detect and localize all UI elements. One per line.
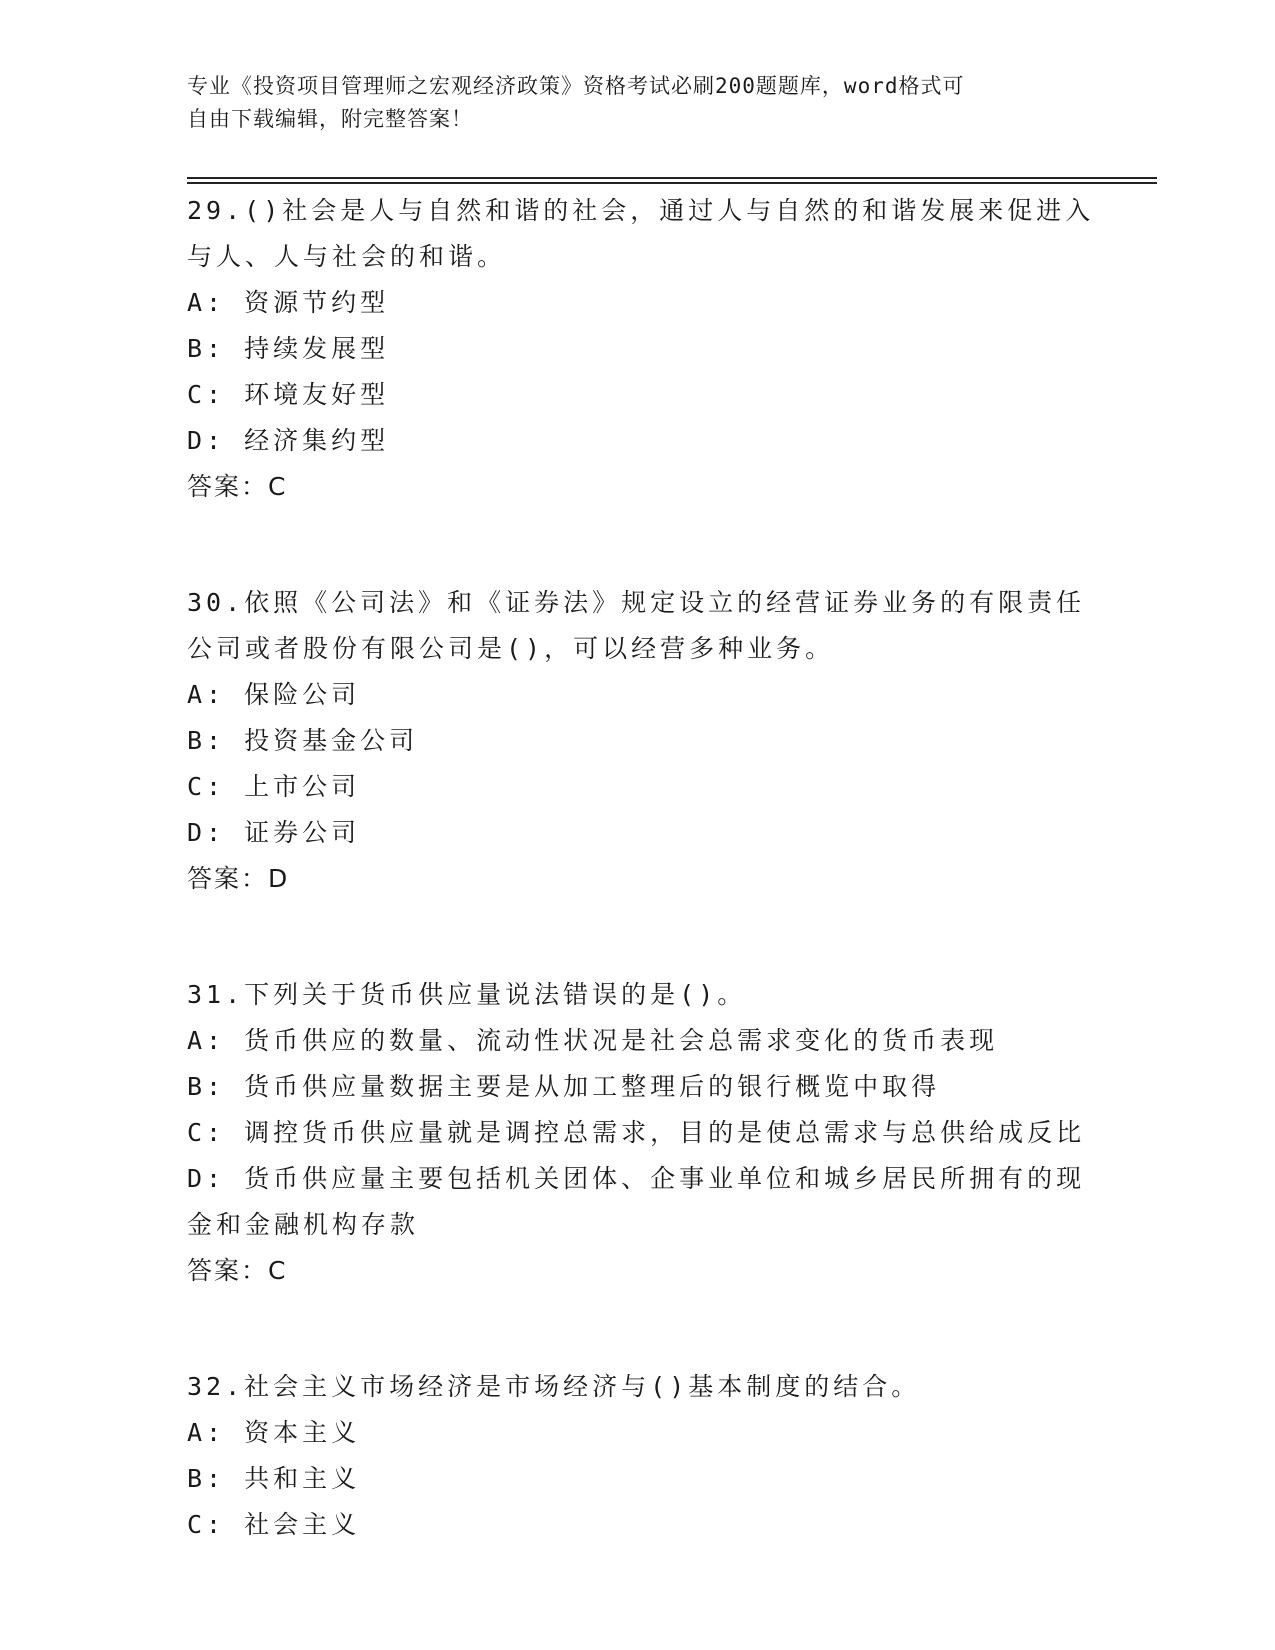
- option-d: D: 证券公司: [187, 818, 361, 847]
- option-b: B: 货币供应量数据主要是从加工整理后的银行概览中取得: [187, 1072, 941, 1101]
- question-text: 31.下列关于货币供应量说法错误的是()。: [187, 980, 747, 1009]
- option-c: C: 环境友好型: [187, 380, 390, 409]
- option-a: A: 货币供应的数量、流动性状况是社会总需求变化的货币表现: [187, 1026, 999, 1055]
- option-d: D: 经济集约型: [187, 426, 390, 455]
- answer: 答案：C: [187, 472, 288, 501]
- document-header: [187, 70, 1067, 136]
- question-text: 公司或者股份有限公司是()，可以经营多种业务。: [187, 634, 835, 663]
- question-30: [187, 580, 1087, 902]
- option-a: A: 保险公司: [187, 680, 361, 709]
- question-spacer: [187, 510, 1087, 580]
- header-divider-top: [187, 177, 1157, 179]
- option-c: C: 上市公司: [187, 772, 361, 801]
- answer: 答案：C: [187, 1256, 288, 1285]
- option-a: A: 资源节约型: [187, 288, 390, 317]
- header-line-1: 专业《投资项目管理师之宏观经济政策》资格考试必刷200题题库，word格式可: [187, 74, 965, 98]
- option-b: B: 持续发展型: [187, 334, 390, 363]
- question-29: [187, 188, 1095, 510]
- question-list: [187, 188, 1095, 1548]
- question-text: 29.()社会是人与自然和谐的社会，通过人与自然的和谐发展来促进入: [187, 196, 1095, 225]
- question-spacer: [187, 1294, 1087, 1364]
- header-divider-bottom: [187, 182, 1157, 184]
- option-b: B: 投资基金公司: [187, 726, 419, 755]
- question-text: 32.社会主义市场经济是市场经济与()基本制度的结合。: [187, 1372, 921, 1401]
- answer: 答案：D: [187, 864, 290, 893]
- option-a: A: 资本主义: [187, 1418, 361, 1447]
- question-text: 30.依照《公司法》和《证券法》规定设立的经营证券业务的有限责任: [187, 588, 1086, 617]
- option-c: C: 调控货币供应量就是调控总需求，目的是使总需求与总供给成反比: [187, 1118, 1086, 1147]
- question-31: [187, 972, 1087, 1294]
- option-d-continued: 金和金融机构存款: [187, 1210, 420, 1239]
- question-spacer: [187, 902, 1087, 972]
- option-b: B: 共和主义: [187, 1464, 361, 1493]
- option-d: D: 货币供应量主要包括机关团体、企事业单位和城乡居民所拥有的现: [187, 1164, 1086, 1193]
- question-32: [187, 1364, 1087, 1548]
- option-c: C: 社会主义: [187, 1510, 361, 1539]
- question-text: 与人、人与社会的和谐。: [187, 242, 507, 271]
- header-line-2: 自由下载编辑，附完整答案！: [187, 107, 473, 131]
